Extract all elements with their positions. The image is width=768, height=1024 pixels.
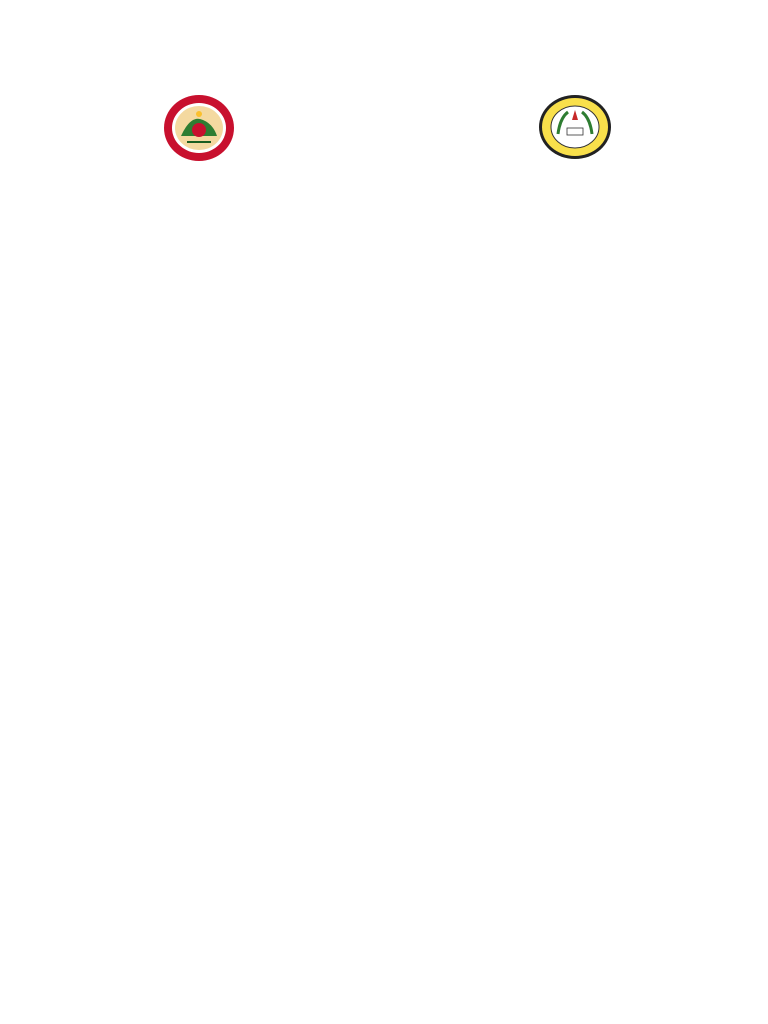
division-name (0, 95, 768, 112)
department-name (0, 78, 768, 95)
school-address (0, 144, 768, 161)
school-name (0, 128, 768, 145)
document-header (0, 78, 768, 161)
district-name (0, 111, 768, 128)
